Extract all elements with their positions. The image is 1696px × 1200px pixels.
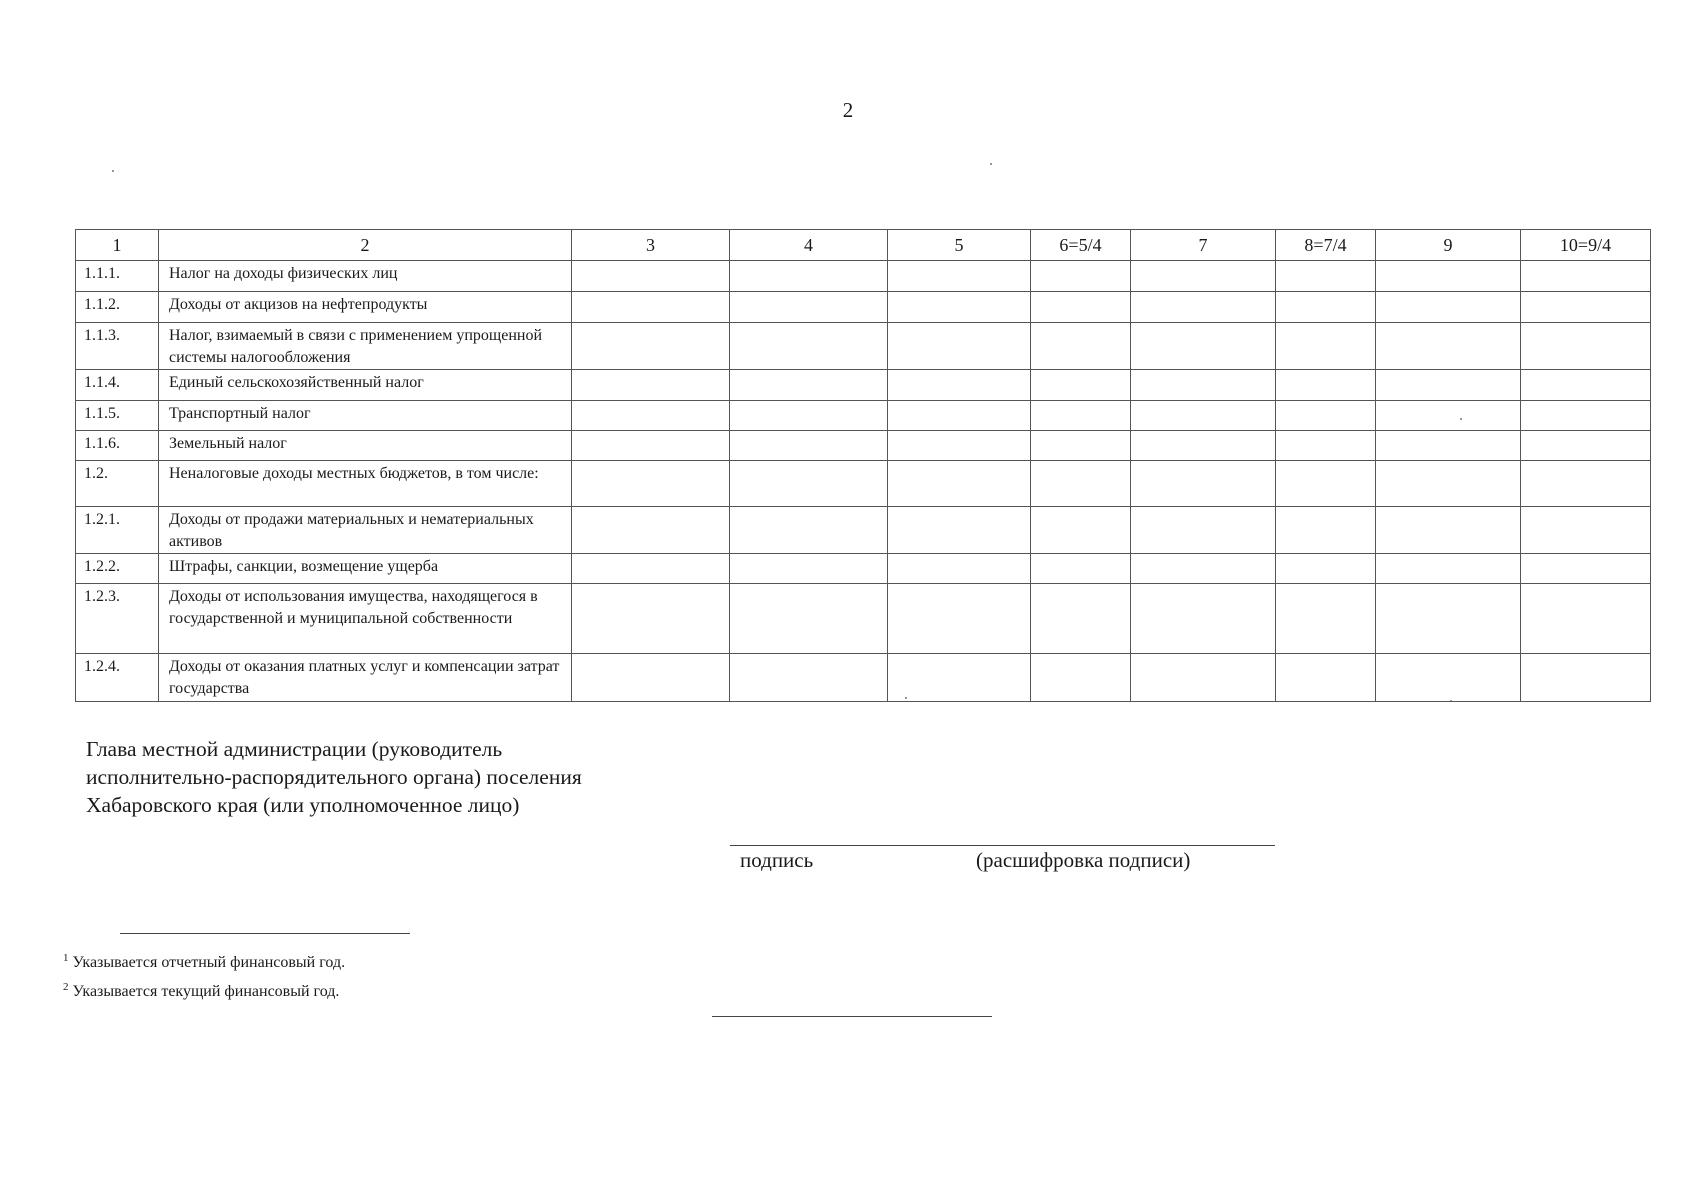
column-header: 8=7/4 — [1276, 230, 1376, 261]
value-cell — [1031, 401, 1131, 431]
value-cell — [888, 554, 1031, 584]
row-name: Доходы от акцизов на нефтепродукты — [159, 292, 572, 323]
value-cell — [1276, 584, 1376, 654]
row-code: 1.1.6. — [76, 431, 159, 461]
page-number: 2 — [842, 98, 854, 122]
row-name: Транспортный налог — [159, 401, 572, 431]
value-cell — [1131, 554, 1276, 584]
row-name: Налог, взимаемый в связи с применением упрощенной системы налогообложения — [159, 323, 572, 370]
column-header: 6=5/4 — [1031, 230, 1131, 261]
table-row — [76, 461, 1651, 507]
table-row — [76, 401, 1651, 431]
value-cell — [1376, 292, 1521, 323]
value-cell — [1521, 401, 1651, 431]
value-cell — [1276, 292, 1376, 323]
table-row — [76, 370, 1651, 401]
signature-decode-label: (расшифровка подписи) — [976, 848, 1191, 872]
footnotes — [63, 946, 345, 1004]
row-code: 1.1.1. — [76, 261, 159, 292]
value-cell — [730, 554, 888, 584]
value-cell — [888, 431, 1031, 461]
value-cell — [1521, 261, 1651, 292]
value-cell — [1131, 323, 1276, 370]
row-name: Неналоговые доходы местных бюджетов, в том числе: — [159, 461, 572, 507]
footnote-mark: 2 — [63, 981, 69, 993]
table-row — [76, 292, 1651, 323]
value-cell — [1031, 370, 1131, 401]
value-cell — [1276, 323, 1376, 370]
column-header: 5 — [888, 230, 1031, 261]
value-cell — [888, 401, 1031, 431]
column-header: 1 — [76, 230, 159, 261]
footnote-text: Указывается текущий финансовый год. — [72, 983, 340, 1000]
table-row — [76, 554, 1651, 584]
value-cell — [1521, 507, 1651, 554]
value-cell — [1131, 461, 1276, 507]
value-cell — [1376, 584, 1521, 654]
value-cell — [1276, 554, 1376, 584]
value-cell — [1031, 431, 1131, 461]
row-code: 1.1.2. — [76, 292, 159, 323]
value-cell — [1131, 401, 1276, 431]
value-cell — [730, 584, 888, 654]
column-header: 2 — [159, 230, 572, 261]
value-cell — [572, 431, 730, 461]
footnote — [63, 975, 345, 1004]
column-header: 10=9/4 — [1521, 230, 1651, 261]
row-code: 1.2.1. — [76, 507, 159, 554]
value-cell — [1276, 261, 1376, 292]
value-cell — [730, 654, 888, 702]
value-cell — [1376, 654, 1521, 702]
value-cell — [572, 554, 730, 584]
value-cell — [1031, 461, 1131, 507]
value-cell — [730, 507, 888, 554]
row-name: Доходы от оказания платных услуг и компенсации затрат государства — [159, 654, 572, 702]
signatory-caption: Глава местной администрации (руководитель исполнительно-распорядительного органа) поселения Хабаровского края (или уполномоченное лицо) — [86, 737, 582, 817]
value-cell — [730, 461, 888, 507]
revenue-table — [75, 229, 1651, 702]
row-code: 1.1.5. — [76, 401, 159, 431]
footnote-text: Указывается отчетный финансовый год. — [72, 954, 346, 971]
signature-label: подпись — [740, 848, 814, 872]
row-code: 1.2.4. — [76, 654, 159, 702]
value-cell — [572, 370, 730, 401]
table-row — [76, 507, 1651, 554]
footnote — [63, 946, 345, 975]
value-cell — [1521, 370, 1651, 401]
value-cell — [1276, 461, 1376, 507]
table-row — [76, 654, 1651, 702]
row-code: 1.2.3. — [76, 584, 159, 654]
value-cell — [1376, 401, 1521, 431]
value-cell — [1131, 654, 1276, 702]
value-cell — [1376, 554, 1521, 584]
value-cell — [1376, 431, 1521, 461]
value-cell — [888, 584, 1031, 654]
value-cell — [1521, 554, 1651, 584]
value-cell — [888, 323, 1031, 370]
value-cell — [888, 461, 1031, 507]
value-cell — [1031, 554, 1131, 584]
value-cell — [730, 292, 888, 323]
value-cell — [1131, 584, 1276, 654]
value-cell — [1376, 461, 1521, 507]
row-name: Земельный налог — [159, 431, 572, 461]
value-cell — [1521, 323, 1651, 370]
row-code: 1.1.3. — [76, 323, 159, 370]
value-cell — [1376, 370, 1521, 401]
value-cell — [572, 261, 730, 292]
value-cell — [572, 461, 730, 507]
table-row — [76, 584, 1651, 654]
row-code: 1.1.4. — [76, 370, 159, 401]
value-cell — [1521, 461, 1651, 507]
value-cell — [1131, 370, 1276, 401]
end-separator-line — [712, 1016, 992, 1017]
row-name: Доходы от использования имущества, находящегося в государственной и муниципальной собственности — [159, 584, 572, 654]
value-cell — [1031, 584, 1131, 654]
value-cell — [888, 261, 1031, 292]
row-name: Налог на доходы физических лиц — [159, 261, 572, 292]
value-cell — [888, 370, 1031, 401]
value-cell — [572, 401, 730, 431]
value-cell — [730, 370, 888, 401]
value-cell — [1376, 261, 1521, 292]
footnote-separator — [120, 933, 410, 934]
value-cell — [1521, 292, 1651, 323]
value-cell — [1276, 431, 1376, 461]
table-row — [76, 431, 1651, 461]
value-cell — [730, 431, 888, 461]
value-cell — [888, 654, 1031, 702]
signature-line — [730, 845, 1275, 846]
value-cell — [1131, 431, 1276, 461]
value-cell — [572, 507, 730, 554]
value-cell — [572, 654, 730, 702]
value-cell — [1131, 507, 1276, 554]
value-cell — [1521, 431, 1651, 461]
value-cell — [1031, 261, 1131, 292]
value-cell — [888, 292, 1031, 323]
value-cell — [1031, 507, 1131, 554]
value-cell — [1376, 507, 1521, 554]
value-cell — [888, 507, 1031, 554]
row-name: Доходы от продажи материальных и нематериальных активов — [159, 507, 572, 554]
value-cell — [1276, 507, 1376, 554]
value-cell — [572, 292, 730, 323]
value-cell — [572, 584, 730, 654]
column-header: 4 — [730, 230, 888, 261]
value-cell — [1031, 654, 1131, 702]
footnote-mark: 1 — [63, 952, 69, 964]
value-cell — [1521, 584, 1651, 654]
value-cell — [730, 261, 888, 292]
row-name: Штрафы, санкции, возмещение ущерба — [159, 554, 572, 584]
column-header: 7 — [1131, 230, 1276, 261]
table-row — [76, 261, 1651, 292]
value-cell — [1276, 654, 1376, 702]
value-cell — [1376, 323, 1521, 370]
value-cell — [1031, 323, 1131, 370]
value-cell — [1276, 370, 1376, 401]
value-cell — [730, 401, 888, 431]
value-cell — [1521, 654, 1651, 702]
column-header: 3 — [572, 230, 730, 261]
table-header-row — [76, 230, 1651, 261]
value-cell — [1031, 292, 1131, 323]
column-header: 9 — [1376, 230, 1521, 261]
value-cell — [1131, 292, 1276, 323]
table-row — [76, 323, 1651, 370]
value-cell — [730, 323, 888, 370]
row-code: 1.2. — [76, 461, 159, 507]
row-code: 1.2.2. — [76, 554, 159, 584]
value-cell — [572, 323, 730, 370]
value-cell — [1131, 261, 1276, 292]
row-name: Единый сельскохозяйственный налог — [159, 370, 572, 401]
value-cell — [1276, 401, 1376, 431]
